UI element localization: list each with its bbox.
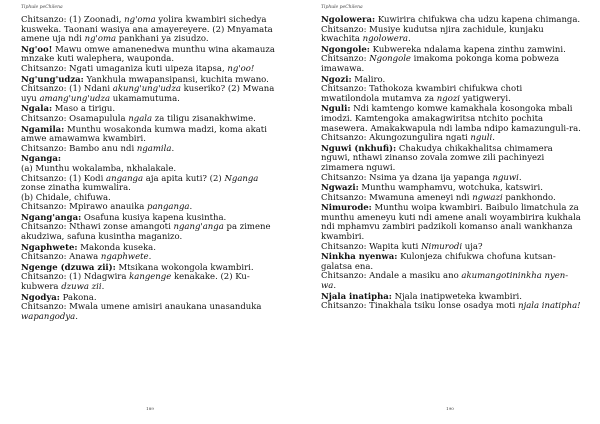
entry-definition: [21, 126, 282, 145]
italic-term: Nganga: [224, 173, 259, 184]
dictionary-entries: [21, 16, 282, 322]
dictionary-entry: [21, 46, 282, 75]
text-run: Njala inatipweteka kwambiri.: [391, 291, 522, 302]
page-number: 189: [146, 406, 154, 411]
entry-example: [21, 273, 282, 292]
dictionary-entry: [321, 16, 582, 45]
text-run: Chitsanzo: Andale a masiku ano: [321, 271, 462, 282]
text-run: Chitsanzo: Mwala umene amisiri anaukana unasanduka: [21, 302, 262, 313]
running-header: Tiphule peChilena: [21, 5, 63, 10]
headword: Ngozi:: [321, 74, 352, 85]
italic-term: ngaphwete: [100, 252, 149, 263]
italic-term: ngwazi: [472, 192, 503, 203]
entry-example: [321, 134, 582, 144]
dictionary-entry: [321, 184, 582, 203]
text-run: .: [333, 281, 337, 292]
text-run: pankhondo.: [502, 192, 556, 203]
text-run: Chitsanzo: Anawa: [21, 252, 101, 263]
text-run: Yankhula mwapansipansi, kuchita mwano.: [83, 74, 269, 85]
dictionary-entry: [21, 155, 282, 213]
entry-example: [21, 303, 282, 322]
entry-example: [21, 223, 282, 242]
italic-term: ng'oo!: [227, 63, 255, 74]
text-run: Chitsanzo:: [321, 54, 370, 65]
entry-example: [21, 253, 282, 263]
italic-term: ngozi: [436, 93, 461, 104]
text-run: aja apita kuti? (2): [143, 173, 225, 184]
text-run: Ndi kamtengo komwe kamakhala kosongoka mbali imodzi. Kamtengoka amakagwiritsa ntchito pochita masewera. Amakakwapula ndi lamba ndipo kamazunguli-ra.: [321, 104, 581, 134]
text-run: Osafuna kusiya kapena kusintha.: [81, 212, 227, 223]
text-run: Chitsanzo: Tathokoza kwambiri chifukwa choti mwatilondola mutamva za: [321, 84, 523, 104]
text-run: Munthu wosakonda kumwa madzi, koma akati amwe amawamwa kwambiri.: [21, 124, 267, 145]
dictionary-entry: [21, 126, 282, 155]
entry-example: [21, 85, 282, 104]
dictionary-entry: [21, 244, 282, 263]
text-run: Kulonjeza chifukwa chofuna kutsan-galatsa ena.: [321, 252, 556, 272]
italic-term: akung'ung'udza: [112, 84, 181, 95]
text-run: .: [189, 202, 193, 213]
dictionary-entry: [321, 105, 582, 143]
headword: Nimurode:: [321, 203, 372, 214]
italic-term: ngala: [128, 113, 153, 124]
headword: Ngang'anga:: [21, 212, 82, 223]
text-run: kuseriko? (2) Mwana uyu: [21, 84, 275, 104]
headword: Ngodya:: [21, 292, 60, 303]
text-run: uja?: [462, 241, 483, 252]
page-number: 190: [446, 406, 454, 411]
text-run: .: [492, 133, 495, 144]
headword: Ninkha nyenwa:: [321, 252, 398, 263]
dictionary-entry: [21, 264, 282, 293]
text-run: pa zimene akudziwa, safuna kusintha maganizo.: [21, 222, 271, 243]
dictionary-entry: [21, 16, 282, 45]
headword: Nguwi (nkhufi):: [321, 143, 397, 154]
entry-example: [321, 55, 582, 74]
italic-term: amang'ung'udza: [39, 93, 111, 104]
headword: Nguli:: [321, 104, 351, 115]
dictionary-entry: [21, 105, 282, 124]
text-run: Chitsanzo: Osamapulula: [21, 113, 129, 124]
text-run: Makonda kuseka.: [77, 242, 156, 253]
italic-term: anganga: [106, 173, 144, 184]
headword: Ngamila:: [21, 124, 65, 135]
text-run: Chitsanzo: (1) Zoonadi,: [21, 15, 125, 25]
dictionary-entry: [21, 294, 282, 323]
italic-term: dzuwa zii: [61, 282, 102, 293]
text-run: Pakona.: [59, 292, 97, 303]
entry-example: [321, 243, 582, 253]
text-run: Munthu woipa kwambiri. Baibulo limatchula za munthu ameneyu kuti ndi amene anali woyambirira kukhala ndi mphamvu zambiri padzikoli komanso anali wankhanza kwambiri.: [321, 203, 581, 243]
running-header: Tiphule peChilena: [321, 5, 363, 10]
entry-definition: [321, 253, 582, 272]
entry-example: [321, 26, 582, 45]
text-run: Chitsanzo: (1) Ndagwira: [21, 272, 130, 283]
text-run: Chitsanzo: (1) Ndani: [21, 84, 113, 95]
headword: Ngaphwete:: [21, 242, 78, 253]
text-run: (b) Chidale, chifuwa.: [21, 192, 111, 203]
text-run: Chitsanzo: (1) Kodi: [21, 173, 107, 184]
italic-term: Ngongole: [369, 54, 411, 65]
italic-term: ngang'anga: [173, 222, 224, 233]
entry-example: [21, 175, 282, 194]
italic-term: ng'oma: [124, 15, 156, 25]
entry-example: [21, 115, 282, 125]
text-run: Chitsanzo: Tinakhala tsiku lonse osadya moti: [321, 301, 519, 312]
italic-term: ng'oma: [84, 34, 117, 45]
text-run: Chitsanzo: Nsima ya dzana ija yapanga: [321, 172, 493, 183]
text-run: zonse zinatha kumwalira.: [21, 183, 131, 194]
text-run: Maso a tirigu.: [52, 104, 116, 115]
headword: Ng'ung'udza:: [21, 74, 84, 85]
entry-definition: [21, 46, 282, 65]
text-run: pankhani ya zisudzo.: [116, 34, 209, 45]
right-page: [300, 0, 600, 424]
italic-term: ngolowera: [362, 34, 408, 45]
entry-example: [21, 65, 282, 75]
headword: Ngenge (dzuwa zii):: [21, 262, 116, 273]
italic-term: panganga: [147, 202, 190, 213]
italic-term: ngamila: [136, 143, 172, 154]
entry-example: [321, 85, 582, 104]
text-run: Mtsikana wokongola kwambiri.: [115, 262, 254, 273]
text-run: imakoma pokonga koma pobweza imawawa.: [321, 54, 560, 74]
text-run: ukamamutuma.: [110, 93, 180, 104]
text-run: Chitsanzo: Ngati umaganiza kuti uipeza itapsa,: [21, 63, 228, 74]
italic-term: nguli: [470, 133, 493, 144]
text-run: Chitsanzo: Nthawi zonse amangoti: [21, 222, 174, 233]
dictionary-entry: [321, 145, 582, 183]
dictionary-entry: [21, 76, 282, 105]
text-run: .: [518, 172, 522, 183]
entry-example: [321, 272, 582, 291]
text-run: Munthu wamphamvu, wotchuka, katswiri.: [358, 183, 543, 194]
dictionary-entry: [321, 46, 582, 75]
dictionary-entries: [321, 16, 582, 312]
text-run: .: [171, 143, 175, 154]
entry-definition: [321, 145, 582, 174]
dictionary-entry: [321, 253, 582, 291]
text-run: Chitsanzo: Wapita kuti: [321, 241, 422, 252]
text-run: .: [407, 34, 411, 45]
text-run: Chitsanzo: Bambo anu ndi: [21, 143, 137, 154]
text-run: Kuwirira chifukwa cha udzu kapena chimanga.: [375, 15, 581, 25]
text-run: Mawu omwe amanenedwa munthu wina akamauza mnzake kuti walephera, wauponda.: [21, 44, 275, 65]
entry-example: [21, 203, 282, 213]
dictionary-entry: [321, 204, 582, 252]
dictionary-entry: [321, 293, 582, 312]
text-run: Chakudya chikakhalitsa chimamera nguwi, nthawi zinanso zovala zomwe zili pachinyezi zimamera nguwi.: [321, 143, 553, 173]
entry-definition: [21, 16, 282, 45]
italic-term: akumangotininkha nyen-wa: [321, 271, 569, 292]
text-run: Kubwereka ndalama kapena zinthu zamwini.: [369, 44, 566, 55]
italic-term: kangenge: [129, 272, 172, 283]
italic-term: nguwi: [492, 172, 519, 183]
headword: Ngwazi:: [321, 183, 359, 194]
italic-term: njala inatipha!: [518, 301, 581, 312]
italic-term: Nimurodi: [421, 241, 463, 252]
dictionary-entry: [321, 76, 582, 105]
text-run: za tiligu zisanakhwime.: [152, 113, 256, 124]
text-run: Maliro.: [351, 74, 386, 85]
text-run: Chitsanzo: Akungozungulira ngati: [321, 133, 471, 144]
entry-example: [321, 302, 582, 312]
text-run: yatigweryi.: [460, 93, 511, 104]
dictionary-entry: [21, 214, 282, 243]
text-run: Chitsanzo: Mwamuna ameneyi ndi: [321, 192, 473, 203]
text-run: kenakake. (2) Ku-kubwera: [21, 272, 250, 293]
headword: Njala inatipha:: [321, 291, 392, 302]
headword: Ng'oo!: [21, 44, 53, 55]
headword: Ngolowera:: [321, 15, 376, 25]
italic-term: wapangodya: [21, 311, 76, 322]
text-run: yolira kwambiri sichedya kusweka. Taonani wasiya ana amayereyere. (2) Mnyamata amene uja ndi: [21, 15, 273, 45]
text-run: Chitsanzo: Musiye kudutsa njira zachidule, kunjaku kwachita: [321, 24, 544, 45]
headword: Ngala:: [21, 104, 53, 115]
entry-example: [321, 174, 582, 184]
headword: Ngongole:: [321, 44, 370, 55]
entry-example: [321, 194, 582, 204]
text-run: .: [75, 311, 78, 322]
headword: Nganga:: [21, 154, 61, 165]
text-run: Chitsanzo: Mpirawo anauika: [21, 202, 147, 213]
text-run: .: [101, 282, 105, 293]
text-run: (a) Munthu wokalamba, nkhalakale.: [21, 163, 177, 174]
entry-example: [21, 145, 282, 155]
entry-definition: [321, 105, 582, 134]
entry-definition: [321, 204, 582, 242]
text-run: .: [148, 252, 152, 263]
